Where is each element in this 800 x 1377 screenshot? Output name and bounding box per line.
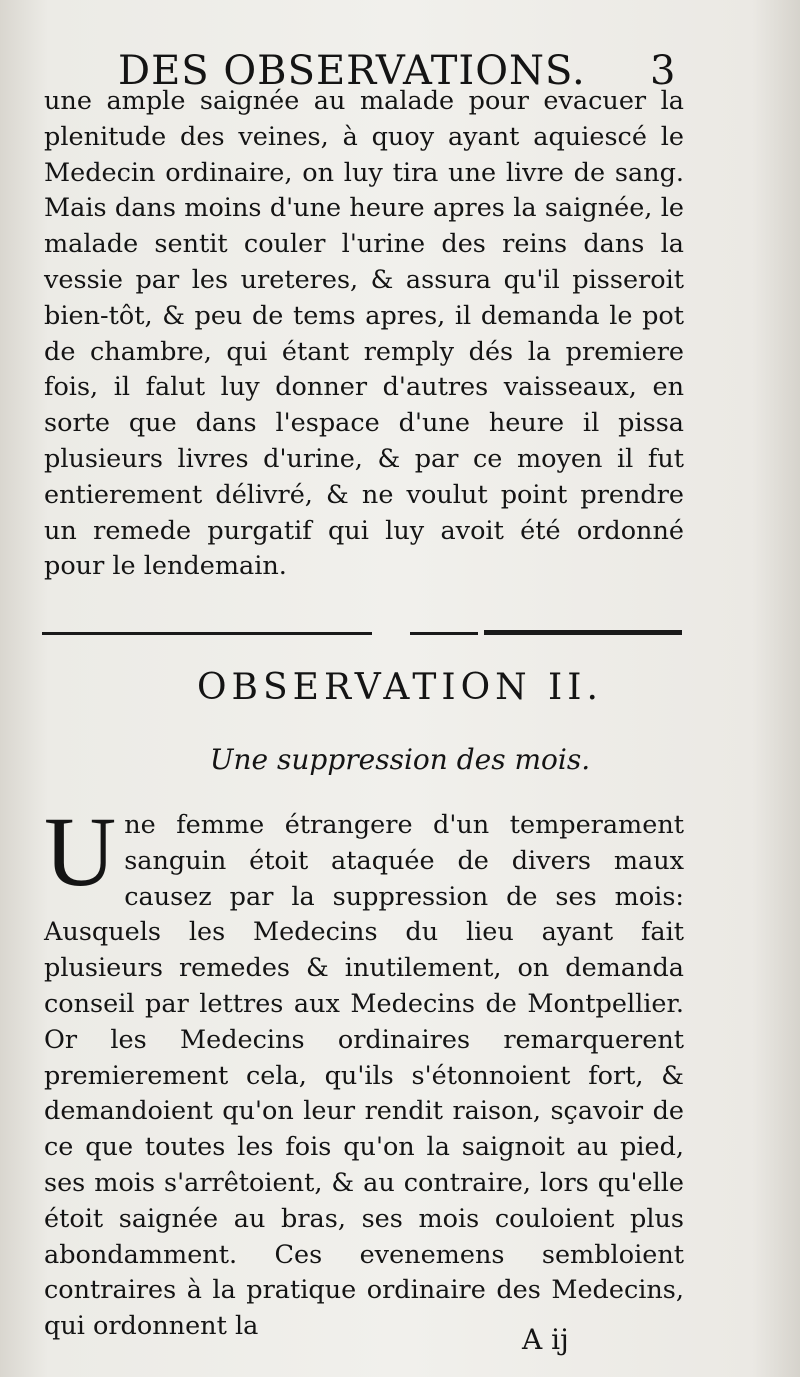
- observation-paragraph: [44, 796, 684, 1345]
- drop-cap: U: [44, 796, 117, 907]
- divider-rule-middle: [410, 632, 478, 635]
- observation-subtitle: Une suppression des mois.: [209, 743, 591, 776]
- paragraph-continued: une ample saignée au malade pour evacuer la plenitude des veines, à quoy ayant aquiescé le Medecin ordinaire, on luy tira une livre de sang. Mais dans moins d'une heure apres la saignée, le malade sentit couler l'urine des reins dans la vessie par les ureteres, & assura qu'il pisseroit bien-tôt, & peu de tems apres, il demanda le pot de chambre, qui étant remply dés la premiere fois, il falut luy donner d'autres vaisseaux, en sorte que dans l'espace d'une heure il pissa plusieurs livres d'urine, & par ce moyen il fut entierement délivré, & ne voulut point prendre un remede purgatif qui luy avoit été ordonné pour le lendemain.: [44, 86, 684, 582]
- divider-rule-right: [484, 630, 682, 635]
- divider-rule-left: [42, 632, 372, 635]
- signature-mark: A ij: [522, 1323, 569, 1356]
- observation-heading: OBSERVATION II.: [197, 667, 603, 708]
- observation-text: ne femme étrangere d'un temperament sanguin étoit ataquée de divers maux causez par la suppression de ses mois: Ausquels les Medecins du lieu ayant fait plusieurs remedes & inutilement, on demanda conseil par lettres aux Medecins de Montpellier. Or les Medecins ordinaires remarquerent premierement cela, qu'ils s'étonnoient fort, & demandoient qu'on leur rendit raison, sçavoir de ce que toutes les fois qu'on la saignoit au pied, ses mois s'arrêtoient, & au contraire, lors qu'elle étoit saignée au bras, ses mois couloient plus abondamment. Ces evenemens sembloient contraires à la pratique ordinaire des Medecins, qui ordonnent la: [44, 810, 684, 1342]
- running-title: DES OBSERVATIONS.: [118, 48, 586, 94]
- page-number: 3: [650, 48, 676, 94]
